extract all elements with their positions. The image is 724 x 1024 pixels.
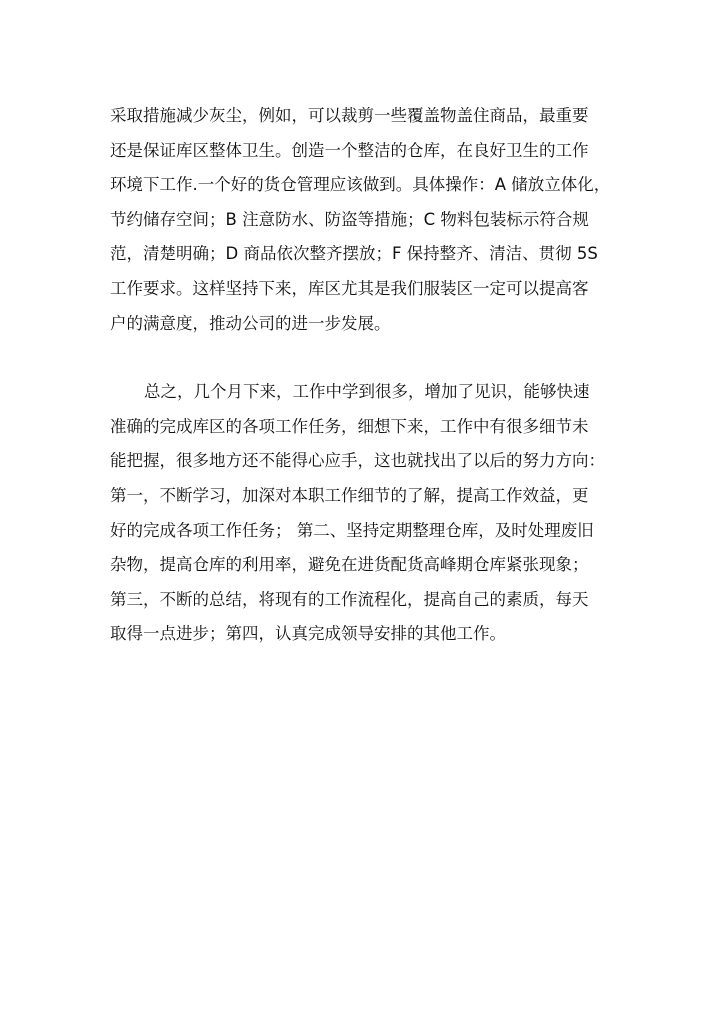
paragraph-spacer bbox=[110, 341, 622, 375]
text-line: 杂物，提高仓库的利用率，避免在进货配货高峰期仓库紧张现象； bbox=[110, 555, 589, 575]
text-line-first-indented: 总之，几个月下来，工作中学到很多，增加了见识，能够快速 bbox=[144, 382, 590, 402]
text-line: 节约储存空间；B 注意防水、防盗等措施；C 物料包装标示符合规 bbox=[110, 209, 589, 229]
text-line: 好的完成各项工作任务； 第二、坚持定期整理仓库，及时处理废旧 bbox=[110, 520, 594, 540]
text-line: 第三，不断的总结，将现有的工作流程化，提高自己的素质，每天 bbox=[110, 589, 589, 609]
text-line: 范，清楚明确；D 商品依次整齐摆放；F 保持整齐、清洁、贯彻 5S bbox=[110, 244, 598, 264]
text-line: 能把握，很多地方还不能得心应手，这也就找出了以后的努力方向： bbox=[110, 451, 605, 471]
text-line: 户的满意度，推动公司的进一步发展。 bbox=[110, 313, 391, 333]
text-line: 第一，不断学习，加深对本职工作细节的了解，提高工作效益，更 bbox=[110, 485, 589, 505]
paragraph-1 bbox=[110, 99, 622, 341]
text-line: 还是保证库区整体卫生。创造一个整洁的仓库，在良好卫生的工作 bbox=[110, 140, 589, 160]
text-line: 工作要求。这样坚持下来，库区尤其是我们服装区一定可以提高客 bbox=[110, 278, 589, 298]
document-body bbox=[110, 99, 622, 652]
text-line: 环境下工作.一个好的货仓管理应该做到。具体操作：A 储放立体化， bbox=[110, 175, 611, 195]
text-line: 取得一点进步；第四，认真完成领导安排的其他工作。 bbox=[110, 624, 506, 644]
paragraph-2 bbox=[110, 375, 622, 652]
text-line: 采取措施减少灰尘，例如，可以裁剪一些覆盖物盖住商品，最重要 bbox=[110, 106, 589, 125]
text-line: 准确的完成库区的各项工作任务，细想下来，工作中有很多细节未 bbox=[110, 416, 589, 436]
